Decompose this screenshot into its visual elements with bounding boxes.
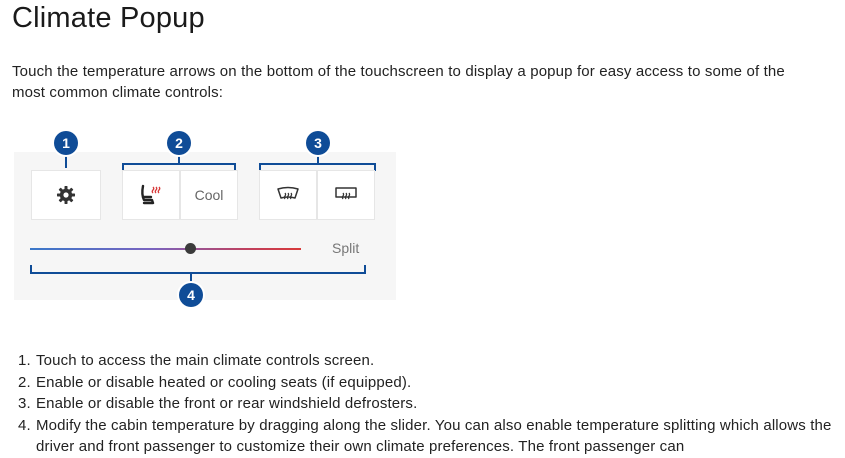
list-item-text: Touch to access the main climate controls screen. [36,352,375,369]
cool-label: Cool [194,187,224,203]
callout-descriptions [18,350,843,458]
list-item [18,350,843,372]
list-item [18,415,843,458]
callout-badge-4: 4 [179,283,203,307]
list-item-number: 1. [18,352,31,369]
front-defrost-button[interactable] [259,170,317,220]
rear-defrost-button[interactable] [317,170,375,220]
callout-badge-3: 3 [306,131,330,155]
list-item-text: Enable or disable the front or rear windshield defrosters. [36,395,418,412]
list-item-text: Enable or disable heated or cooling seats (if equipped). [36,373,412,391]
callout-3-stem [317,154,319,164]
temperature-slider-track[interactable] [30,248,301,250]
list-item-number: 4. [18,416,31,434]
callout-badge-1: 1 [54,131,78,155]
callout-2-stem [178,154,180,164]
heated-seat-icon [138,183,164,207]
callout-4-bracket-left [30,265,32,274]
callout-badge-2: 2 [167,131,191,155]
gear-icon [56,185,76,205]
list-item-number: 2. [18,373,31,391]
seat-heater-button[interactable] [122,170,180,220]
callout-4-bracket [30,272,366,274]
front-defrost-icon [275,185,301,205]
temperature-slider-knob[interactable] [185,243,196,254]
list-item-number: 3. [18,395,31,412]
list-item [18,372,843,394]
rear-defrost-icon [333,185,359,205]
climate-popup-figure [14,125,396,315]
callout-1-line [65,154,67,168]
list-item-text: Modify the cabin temperature by dragging along the slider. You can also enable temperature splitting which allows the driver and front passenger to customize their own climate preferences. The front passenger can [36,416,832,455]
intro-paragraph: Touch the temperature arrows on the bottom of the touchscreen to display a popup for easy access to some of the most common climate controls: [12,63,785,101]
callout-4-bracket-right [364,265,366,274]
seat-cool-button[interactable] [180,170,238,220]
split-toggle[interactable]: Split [332,240,360,256]
page-title: Climate Popup [12,2,205,34]
climate-settings-button[interactable] [31,170,101,220]
list-item [18,393,843,415]
